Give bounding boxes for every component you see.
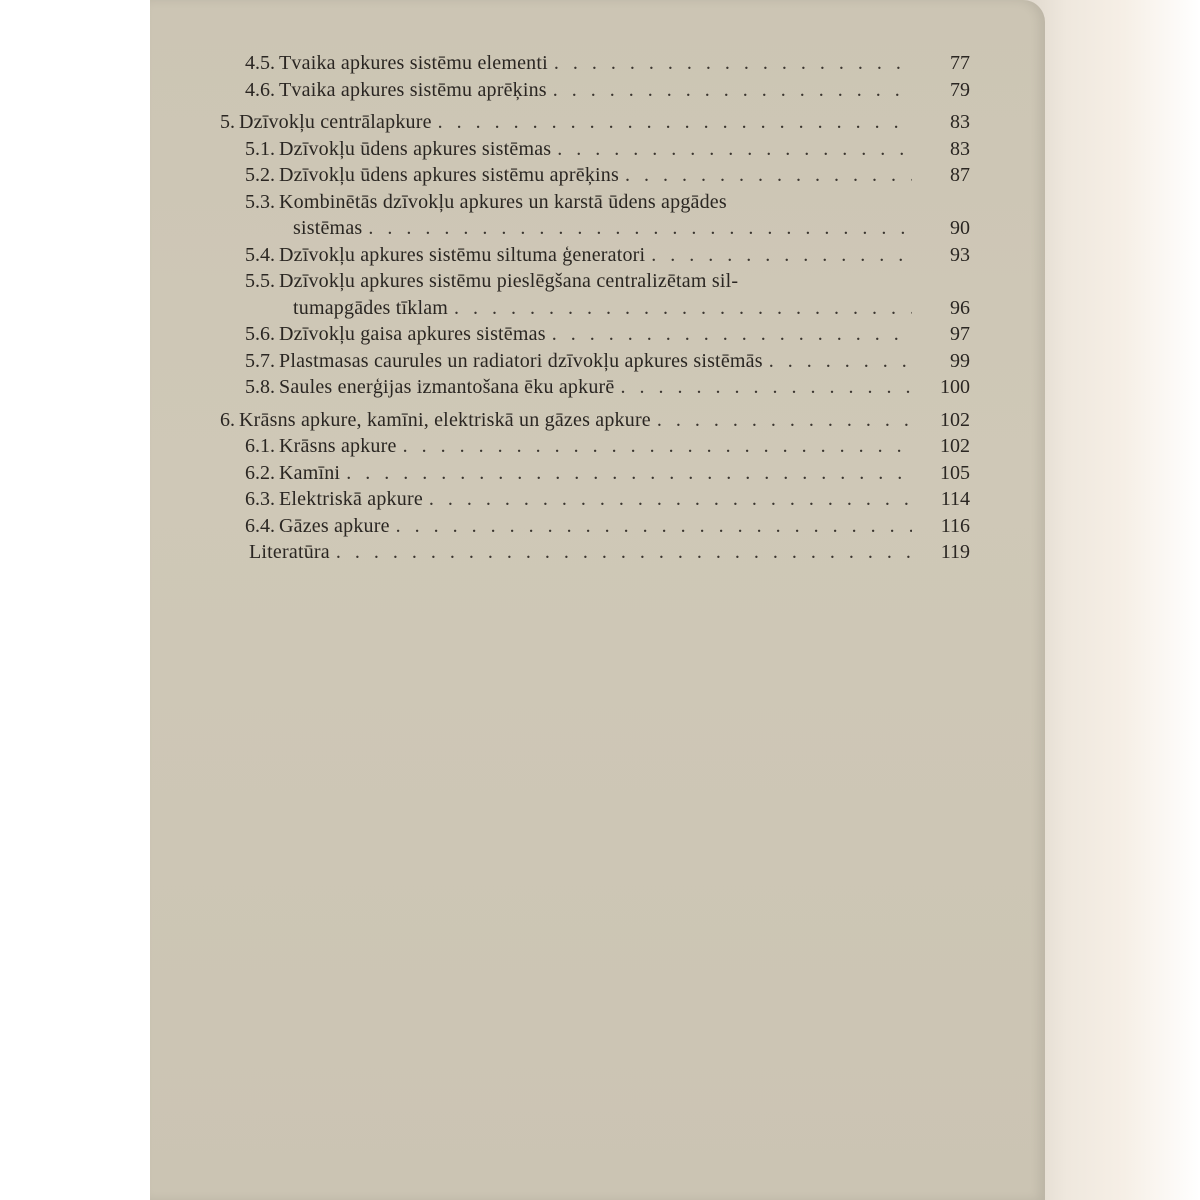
toc-entry-literatura	[220, 539, 970, 566]
toc-entry-page: 116	[940, 514, 970, 537]
toc-entry-title: Kombinētās dzīvokļu apkures un karstā ūdens apgādes	[279, 190, 727, 213]
toc-entry-page: 83	[950, 137, 970, 160]
toc-leader-dots	[553, 77, 912, 104]
toc-entry-6-2	[220, 460, 970, 487]
toc-entry-number: 4.5.	[245, 52, 275, 74]
toc-entry-page: 99	[950, 349, 970, 372]
toc-leader-dots	[346, 460, 912, 487]
toc-entry-page: 100	[940, 376, 970, 398]
toc-entry-number: 5.	[220, 111, 235, 133]
toc-entry-5-6	[220, 321, 970, 348]
toc-leader-dots	[438, 109, 912, 136]
toc-entry-5-3-continued	[220, 215, 970, 242]
toc-entry-6-3	[220, 486, 970, 513]
toc-entry-number: 4.6.	[245, 78, 275, 101]
toc-leader-dots	[769, 348, 912, 375]
toc-entry-6-1	[220, 433, 970, 460]
toc-entry-title: Plastmasas caurules un radiatori dzīvokļu apkures sistēmās	[279, 349, 763, 372]
toc-entry-page: 79	[950, 78, 970, 101]
toc-entry-number: 5.5.	[245, 270, 275, 292]
toc-entry-5-5-continued	[220, 295, 970, 322]
toc-entry-title: Dzīvokļu ūdens apkures sistēmas	[279, 137, 552, 160]
toc-entry-number: 6.1.	[245, 435, 275, 457]
toc-entry-number: 5.4.	[245, 243, 275, 266]
toc-entry-title: Dzīvokļu apkures sistēmu siltuma ģeneratori	[279, 243, 646, 266]
toc-entry-title: Dzīvokļu apkures sistēmu pieslēgšana centralizētam sil-	[279, 270, 739, 292]
toc-entry-6-4	[220, 513, 970, 540]
toc-leader-dots	[552, 321, 912, 348]
toc-entry-page: 93	[950, 243, 970, 266]
toc-leader-dots	[396, 513, 912, 540]
toc-entry-title: Dzīvokļu gaisa apkures sistēmas	[279, 323, 546, 345]
toc-leader-dots	[368, 215, 912, 242]
toc-entry-number: 6.4.	[245, 514, 275, 537]
toc-entry-number: 5.3.	[245, 190, 275, 213]
toc-entry-page: 90	[950, 217, 970, 239]
toc-entry-page: 102	[940, 408, 970, 431]
toc-entry-5-2	[220, 162, 970, 189]
toc-leader-dots	[657, 407, 912, 434]
toc-leader-dots	[557, 136, 912, 163]
toc-leader-dots	[403, 433, 912, 460]
toc-entry-title: Tvaika apkures sistēmu aprēķins	[279, 78, 547, 101]
toc-entry-title: sistēmas	[293, 217, 363, 239]
toc-leader-dots	[454, 295, 912, 322]
toc-entry-5-8	[220, 374, 970, 401]
toc-entry-number: 6.3.	[245, 488, 275, 510]
toc-entry-page: 96	[950, 296, 970, 319]
toc-entry-title: Krāsns apkure	[279, 435, 397, 457]
toc-entry-page: 102	[940, 435, 970, 457]
toc-entry-title: Krāsns apkure, kamīni, elektriskā un gāzes apkure	[239, 408, 651, 431]
toc-entry-page: 114	[940, 488, 970, 510]
toc-entry-page: 87	[950, 164, 970, 186]
toc-entry-title: Saules enerģijas izmantošana ēku apkurē	[279, 376, 615, 398]
toc-entry-number: 6.	[220, 408, 235, 431]
toc-entry-title: Tvaika apkures sistēmu elementi	[279, 52, 548, 74]
toc-entry-number: 5.6.	[245, 323, 275, 345]
toc-entry-page: 105	[940, 461, 970, 484]
toc-entry-5-4	[220, 242, 970, 269]
toc-entry-page: 77	[950, 52, 970, 74]
toc-entry-page: 119	[940, 541, 970, 563]
toc-entry-5-5	[220, 268, 970, 295]
toc-leader-dots	[336, 539, 912, 566]
toc-chapter-5	[220, 109, 970, 136]
toc-entry-title: Dzīvokļu ūdens apkures sistēmu aprēķins	[279, 164, 619, 186]
toc-entry-number: 5.2.	[245, 164, 275, 186]
toc-entry-page: 83	[950, 111, 970, 133]
toc-entry-number: 5.1.	[245, 137, 275, 160]
toc-entry-4-6	[220, 77, 970, 104]
table-of-contents	[220, 50, 970, 566]
toc-leader-dots	[620, 374, 912, 401]
toc-entry-5-7	[220, 348, 970, 375]
toc-entry-number: 5.7.	[245, 349, 275, 372]
toc-entry-number: 6.2.	[245, 461, 275, 484]
toc-leader-dots	[554, 50, 912, 77]
toc-entry-page: 97	[950, 323, 970, 345]
toc-entry-title: Literatūra	[249, 541, 330, 563]
toc-chapter-6	[220, 407, 970, 434]
toc-entry-5-1	[220, 136, 970, 163]
toc-leader-dots	[625, 162, 912, 189]
toc-entry-4-5	[220, 50, 970, 77]
toc-entry-5-3	[220, 189, 970, 216]
toc-entry-title: tumapgādes tīklam	[293, 296, 449, 319]
toc-leader-dots	[429, 486, 912, 513]
toc-leader-dots	[651, 242, 912, 269]
toc-entry-title: Kamīni	[279, 461, 341, 484]
toc-entry-title: Elektriskā apkure	[279, 488, 423, 510]
toc-entry-title: Dzīvokļu centrālapkure	[239, 111, 432, 133]
toc-entry-number: 5.8.	[245, 376, 275, 398]
toc-entry-title: Gāzes apkure	[279, 514, 390, 537]
